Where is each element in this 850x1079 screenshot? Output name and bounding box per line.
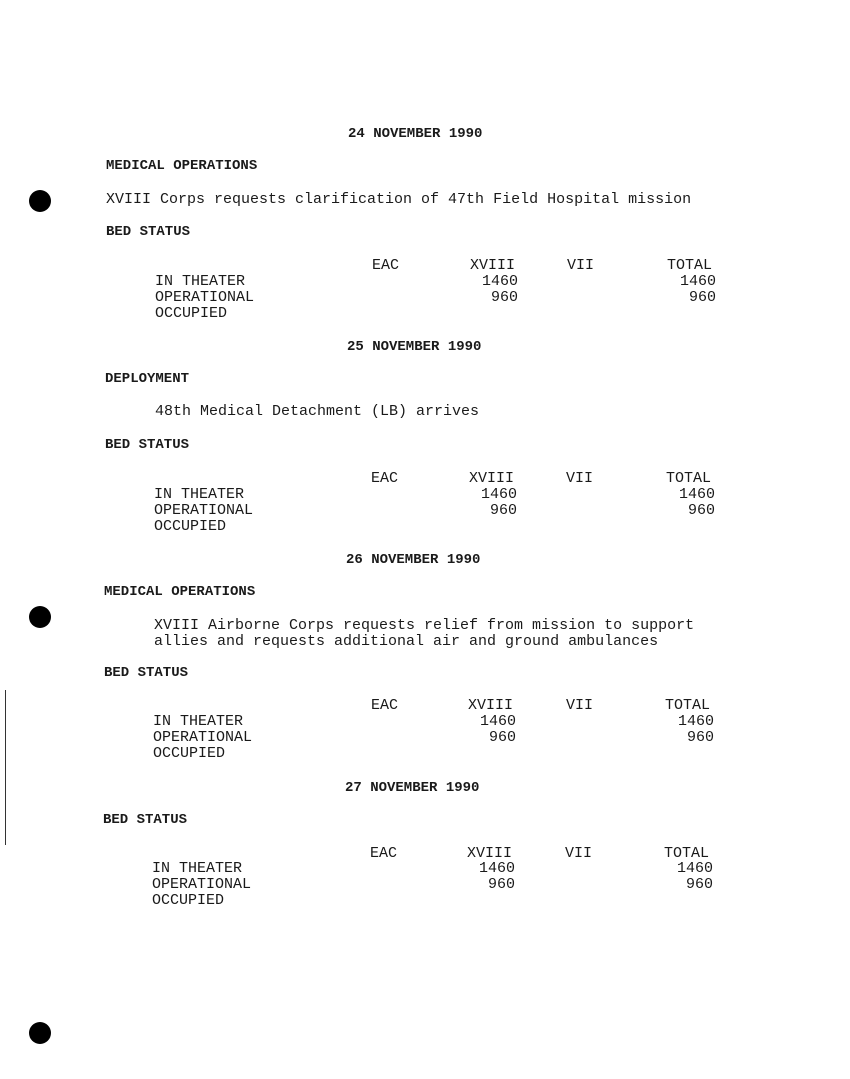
col-vii: VII: [565, 845, 593, 862]
binder-hole-middle: [29, 606, 51, 628]
col-total: TOTAL: [664, 845, 710, 862]
row-label: OPERATIONAL: [155, 289, 255, 306]
binder-hole-bottom: [29, 1022, 51, 1044]
cell-total: 960: [685, 876, 713, 893]
col-total: TOTAL: [666, 470, 712, 487]
row-label: OCCUPIED: [152, 892, 225, 909]
row-label: IN THEATER: [153, 713, 244, 730]
cell-total: 960: [688, 289, 716, 306]
row-label: IN THEATER: [155, 273, 246, 290]
row-label: OPERATIONAL: [153, 729, 253, 746]
cell-xviii: 960: [488, 729, 516, 746]
cell-xviii: 1460: [478, 860, 515, 877]
cell-xviii: 960: [487, 876, 515, 893]
entry-text: XVIII Corps requests clarification of 47th Field Hospital mission: [106, 191, 692, 208]
cell-xviii: 1460: [481, 273, 518, 290]
cell-xviii: 1460: [480, 486, 517, 503]
cell-total: 960: [686, 729, 714, 746]
cell-total: 960: [687, 502, 715, 519]
row-label: OPERATIONAL: [152, 876, 252, 893]
col-vii: VII: [566, 470, 594, 487]
col-eac: EAC: [371, 470, 399, 487]
col-xviii: XVIII: [469, 470, 515, 487]
col-xviii: XVIII: [468, 697, 514, 714]
row-label: OCCUPIED: [154, 518, 227, 535]
row-label: IN THEATER: [152, 860, 243, 877]
date-heading: 25 NOVEMBER 1990: [347, 339, 482, 355]
entry-text: 48th Medical Detachment (LB) arrives: [155, 403, 480, 420]
section-heading: MEDICAL OPERATIONS: [106, 158, 258, 174]
date-heading: 24 NOVEMBER 1990: [348, 126, 483, 142]
entry-text: allies and requests additional air and ground ambulances: [154, 633, 659, 650]
cell-total: 1460: [678, 486, 715, 503]
col-total: TOTAL: [667, 257, 713, 274]
bed-status-heading: BED STATUS: [106, 224, 191, 240]
cell-total: 1460: [679, 273, 716, 290]
entry-text: XVIII Airborne Corps requests relief from mission to support: [154, 617, 695, 634]
cell-xviii: 960: [490, 289, 518, 306]
col-eac: EAC: [370, 845, 398, 862]
bed-status-heading: BED STATUS: [104, 665, 189, 681]
bed-status-heading: BED STATUS: [103, 812, 188, 828]
row-label: OPERATIONAL: [154, 502, 254, 519]
section-heading: DEPLOYMENT: [105, 371, 190, 387]
col-vii: VII: [566, 697, 594, 714]
cell-total: 1460: [676, 860, 713, 877]
col-xviii: XVIII: [467, 845, 513, 862]
date-heading: 26 NOVEMBER 1990: [346, 552, 481, 568]
row-label: OCCUPIED: [153, 745, 226, 762]
binder-hole-top: [29, 190, 51, 212]
row-label: OCCUPIED: [155, 305, 228, 322]
row-label: IN THEATER: [154, 486, 245, 503]
col-total: TOTAL: [665, 697, 711, 714]
cell-xviii: 1460: [479, 713, 516, 730]
date-heading: 27 NOVEMBER 1990: [345, 780, 480, 796]
cell-xviii: 960: [489, 502, 517, 519]
section-heading: MEDICAL OPERATIONS: [104, 584, 256, 600]
margin-line: [5, 690, 6, 845]
col-eac: EAC: [371, 697, 399, 714]
col-vii: VII: [567, 257, 595, 274]
cell-total: 1460: [677, 713, 714, 730]
col-eac: EAC: [372, 257, 400, 274]
col-xviii: XVIII: [470, 257, 516, 274]
bed-status-heading: BED STATUS: [105, 437, 190, 453]
